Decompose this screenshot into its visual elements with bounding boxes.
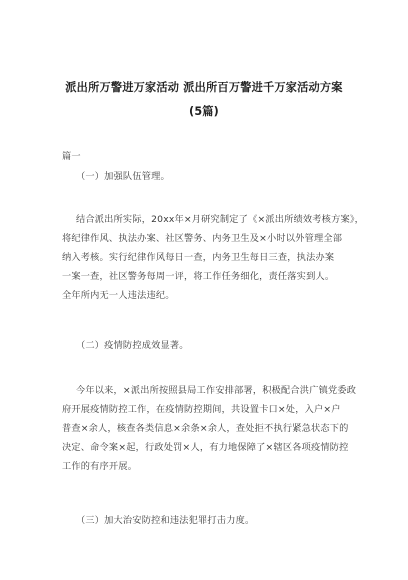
paragraph-1-line-3: 纳入考核。实行纪律作风每日一查，内务卫生每日三查，执法办案 bbox=[62, 252, 335, 263]
part-label: 篇一 bbox=[62, 151, 81, 162]
section-heading-2: （二）疫情防控成效显著。 bbox=[76, 340, 189, 351]
paragraph-1-line-2: 将纪律作风、执法办案、社区警务、内务卫生及×小时以外管理全部 bbox=[62, 233, 343, 244]
paragraph-2-line-4: 决定、命令案×起，行政处罚×人，有力地保障了×辖区各项疫情防控 bbox=[62, 442, 349, 453]
document-title-count: (5篇) bbox=[189, 105, 219, 118]
paragraph-2-line-1: 今年以来，×派出所按照县局工作安排部署，积极配合洪广镇党委政 bbox=[76, 385, 357, 396]
section-heading-3: （三）加大治安防控和违法犯罪打击力度。 bbox=[76, 515, 255, 526]
paragraph-2-line-2: 府开展疫情防控工作，在疫情防控期间，共设置卡口×处，入户×户 bbox=[62, 404, 341, 415]
paragraph-2-line-5: 工作的有序开展。 bbox=[62, 461, 138, 472]
paragraph-1-line-5: 全年所内无一人违法违纪。 bbox=[62, 290, 175, 301]
paragraph-1-line-4: 一案一查，社区警务每周一评，将工作任务细化，责任落实到人。 bbox=[62, 271, 335, 282]
section-heading-1: （一）加强队伍管理。 bbox=[76, 171, 170, 182]
document-title: 派出所万警进万家活动 派出所百万警进千万家活动方案 bbox=[65, 81, 343, 94]
paragraph-1-line-1: 结合派出所实际，20xx年×月研究制定了《×派出所绩效考核方案》， bbox=[76, 214, 365, 225]
paragraph-2-line-3: 普查×余人，核查各类信息×余条×余人，查处拒不执行紧急状态下的 bbox=[62, 423, 349, 434]
